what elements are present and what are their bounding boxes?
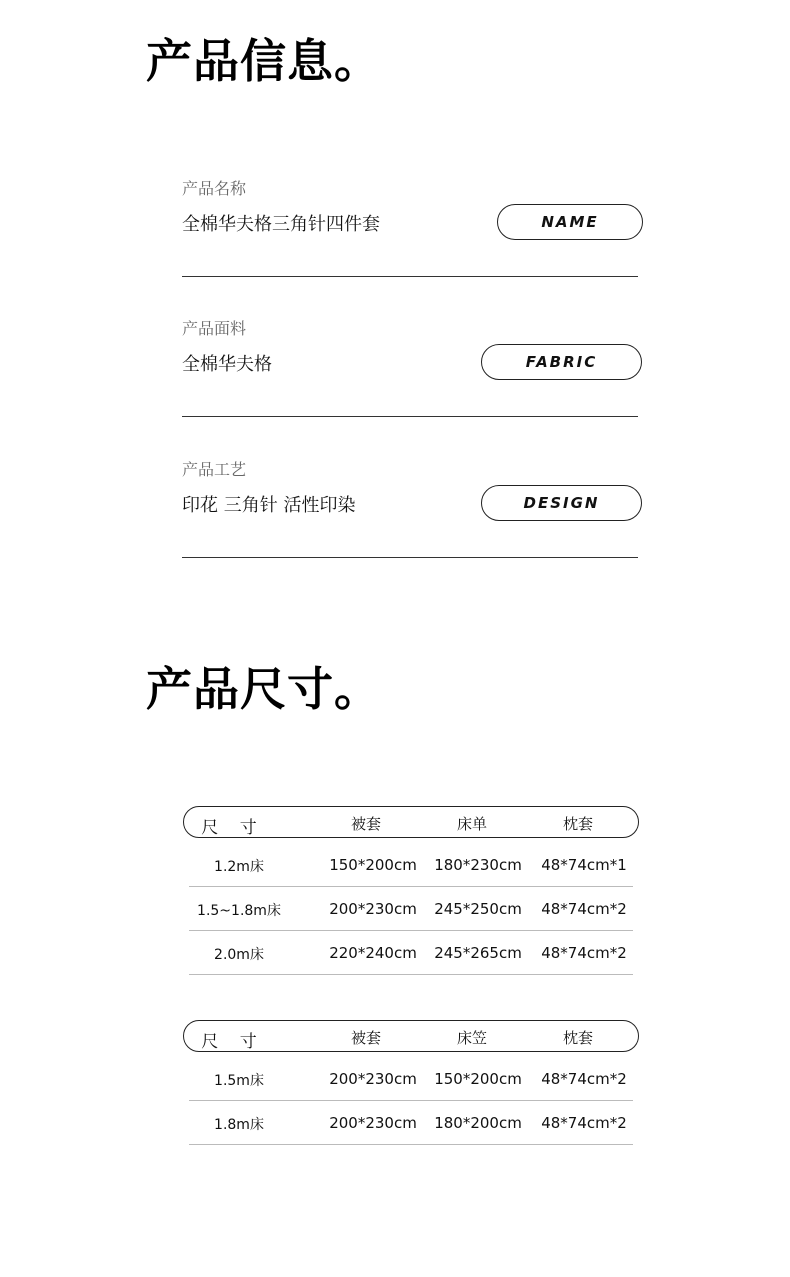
- product-size-heading: 产品尺寸。: [146, 662, 381, 716]
- divider: [182, 276, 638, 277]
- header-cell: 床笠: [456, 1029, 487, 1047]
- info-label: 产品工艺: [182, 460, 247, 479]
- table-row: [189, 843, 633, 887]
- fabric-badge: [481, 344, 642, 380]
- table-cell: 48*74cm*2: [541, 1114, 627, 1132]
- info-item-fabric: [182, 316, 644, 436]
- header-cell: 枕套: [562, 1029, 593, 1047]
- table-row: [189, 1101, 633, 1145]
- info-label: 产品面料: [182, 319, 247, 338]
- header-cell: 床单: [456, 815, 487, 833]
- size-table-sheet: [183, 806, 639, 975]
- divider: [182, 416, 638, 417]
- info-label: 产品名称: [182, 179, 247, 198]
- header-cell: 被套: [350, 815, 381, 833]
- size-table-fitted: [183, 1020, 639, 1145]
- header-cell: 尺 寸: [201, 818, 265, 838]
- product-info-heading: 产品信息。: [146, 34, 381, 88]
- table-cell: 1.5~1.8m床: [197, 903, 281, 919]
- table-cell: 220*240cm: [329, 944, 417, 962]
- table-cell: 48*74cm*2: [541, 944, 627, 962]
- table-cell: 200*230cm: [329, 1070, 417, 1088]
- divider: [182, 557, 638, 558]
- table-row: [189, 931, 633, 975]
- info-value: 全棉华夫格三角针四件套: [182, 214, 380, 235]
- badge-text: DESIGN: [523, 494, 600, 512]
- table-row: [189, 1057, 633, 1101]
- table-cell: 180*200cm: [434, 1114, 522, 1132]
- header-cell: 尺 寸: [201, 1032, 265, 1052]
- info-item-design: [182, 457, 644, 577]
- table-cell: 48*74cm*1: [541, 856, 627, 874]
- table-cell: 2.0m床: [214, 947, 264, 963]
- info-value: 印花 三角针 活性印染: [182, 495, 356, 516]
- table-cell: 1.8m床: [214, 1117, 264, 1133]
- table-cell: 245*265cm: [434, 944, 522, 962]
- table-cell: 180*230cm: [434, 856, 522, 874]
- table-cell: 150*200cm: [329, 856, 417, 874]
- table-cell: 150*200cm: [434, 1070, 522, 1088]
- table-cell: 245*250cm: [434, 900, 522, 918]
- table-cell: 48*74cm*2: [541, 1070, 627, 1088]
- header-cell: 被套: [350, 1029, 381, 1047]
- table-cell: 48*74cm*2: [541, 900, 627, 918]
- table-header: [183, 806, 639, 838]
- badge-text: NAME: [541, 213, 599, 231]
- info-item-name: [182, 176, 644, 296]
- name-badge: [497, 204, 643, 240]
- table-header: [183, 1020, 639, 1052]
- table-row: [189, 887, 633, 931]
- header-cell: 枕套: [562, 815, 593, 833]
- table-cell: 200*230cm: [329, 1114, 417, 1132]
- table-cell: 1.2m床: [214, 859, 264, 875]
- info-value: 全棉华夫格: [182, 354, 272, 375]
- table-cell: 1.5m床: [214, 1073, 264, 1089]
- table-cell: 200*230cm: [329, 900, 417, 918]
- badge-text: FABRIC: [525, 353, 598, 371]
- design-badge: [481, 485, 642, 521]
